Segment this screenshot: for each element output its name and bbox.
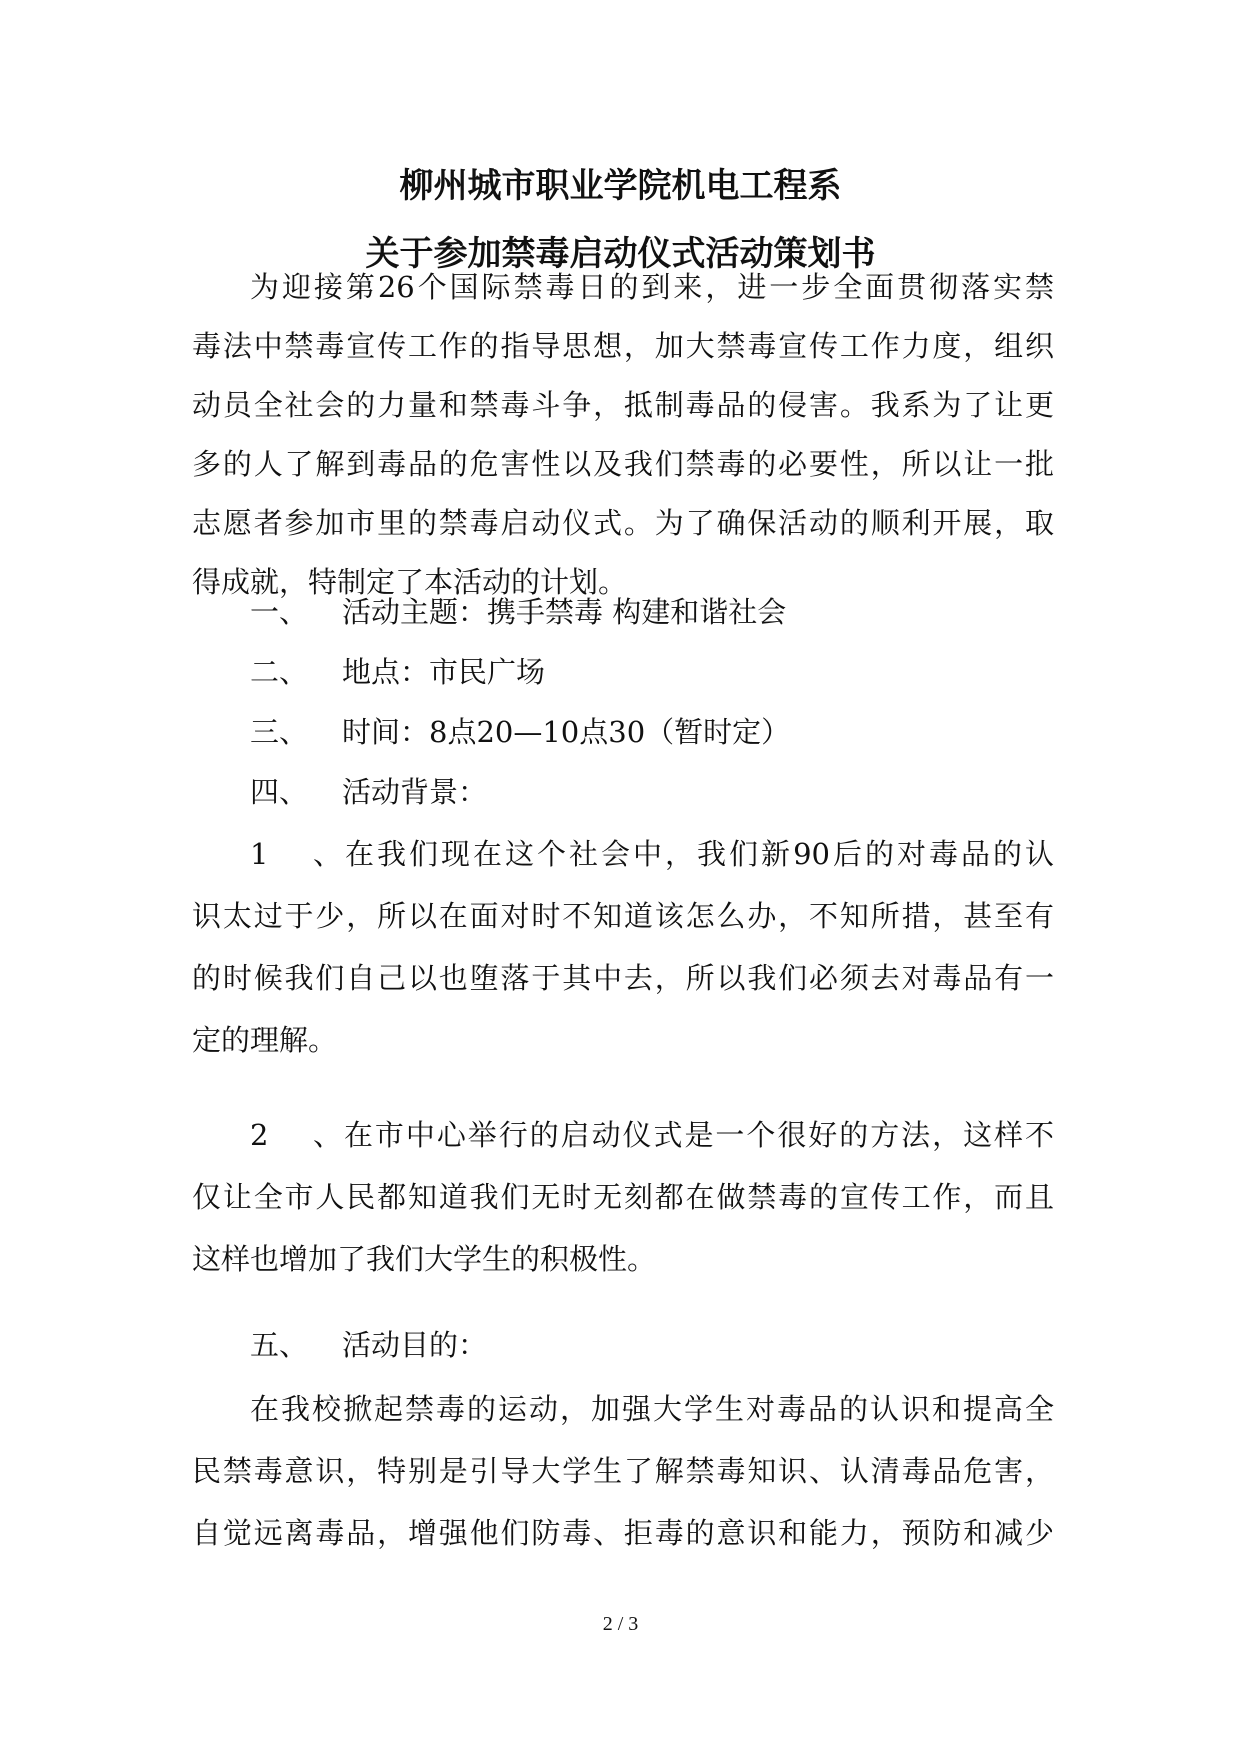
list-item-number: 二、 xyxy=(250,655,309,689)
intro-paragraph xyxy=(192,258,1054,612)
list-item-number: 一、 xyxy=(250,595,309,629)
list-item-text: 活动主题：携手禁毒 构建和谐社会 xyxy=(342,595,787,629)
page-number: 2 / 3 xyxy=(602,1613,639,1635)
list-item-number: 2、 xyxy=(250,1118,342,1152)
paragraph-text: 在我们现在这个社会中，我们新90后的对毒品的认 xyxy=(342,837,1054,871)
paragraph-line: 毒法中禁毒宣传工作的指导思想，加大禁毒宣传工作力度，组织 xyxy=(192,329,1054,363)
list-item xyxy=(250,592,786,632)
list-item-number: 五、 xyxy=(250,1328,309,1362)
paragraph-line: 自觉远离毒品，增强他们防毒、拒毒的意识和能力，预防和减少 xyxy=(192,1516,1054,1550)
paragraph-line: 民禁毒意识，特别是引导大学生了解禁毒知识、认清毒品危害， xyxy=(192,1454,1054,1488)
paragraph-line: 这样也增加了我们大学生的积极性。 xyxy=(192,1242,657,1276)
background-point-1 xyxy=(192,823,1054,1071)
paragraph-line: 定的理解。 xyxy=(192,1023,338,1057)
paragraph-line xyxy=(192,823,1054,885)
list-item-text: 时间：8点20—10点30（暂时定） xyxy=(342,715,791,749)
list-item xyxy=(250,712,790,752)
list-item-number: 1、 xyxy=(250,837,342,871)
paragraph-text: 在市中心举行的启动仪式是一个很好的方法，这样不 xyxy=(342,1118,1054,1152)
paragraph-line: 得成就，特制定了本活动的计划。 xyxy=(192,565,628,599)
list-item xyxy=(250,652,545,692)
document-title-line2: 关于参加禁毒启动仪式活动策划书 xyxy=(365,234,876,274)
list-item xyxy=(250,1325,487,1365)
purpose-paragraph xyxy=(192,1378,1054,1564)
list-item-number: 四、 xyxy=(250,775,309,809)
paragraph-line: 动员全社会的力量和禁毒斗争，抵制毒品的侵害。我系为了让更 xyxy=(192,388,1054,422)
list-item-text: 活动背景： xyxy=(342,775,488,809)
background-point-2 xyxy=(192,1104,1054,1290)
document-title-line1: 柳州城市职业学院机电工程系 xyxy=(399,166,842,206)
paragraph-line: 多的人了解到毒品的危害性以及我们禁毒的必要性，所以让一批 xyxy=(192,447,1054,481)
list-item-text: 活动目的： xyxy=(342,1328,488,1362)
list-item-number: 三、 xyxy=(250,715,309,749)
paragraph-line: 的时候我们自己以也堕落于其中去，所以我们必须去对毒品有一 xyxy=(192,961,1054,995)
paragraph-line: 在我校掀起禁毒的运动，加强大学生对毒品的认识和提高全 xyxy=(250,1392,1054,1426)
paragraph-line: 志愿者参加市里的禁毒启动仪式。为了确保活动的顺利开展，取 xyxy=(192,506,1054,540)
list-item xyxy=(250,772,487,812)
paragraph-line: 仅让全市人民都知道我们无时无刻都在做禁毒的宣传工作，而且 xyxy=(192,1180,1054,1214)
paragraph-line: 为迎接第26个国际禁毒日的到来，进一步全面贯彻落实禁 xyxy=(250,270,1054,304)
list-item-text: 地点：市民广场 xyxy=(342,655,546,689)
paragraph-line xyxy=(192,1104,1054,1166)
paragraph-line: 识太过于少，所以在面对时不知道该怎么办，不知所措，甚至有 xyxy=(192,899,1054,933)
